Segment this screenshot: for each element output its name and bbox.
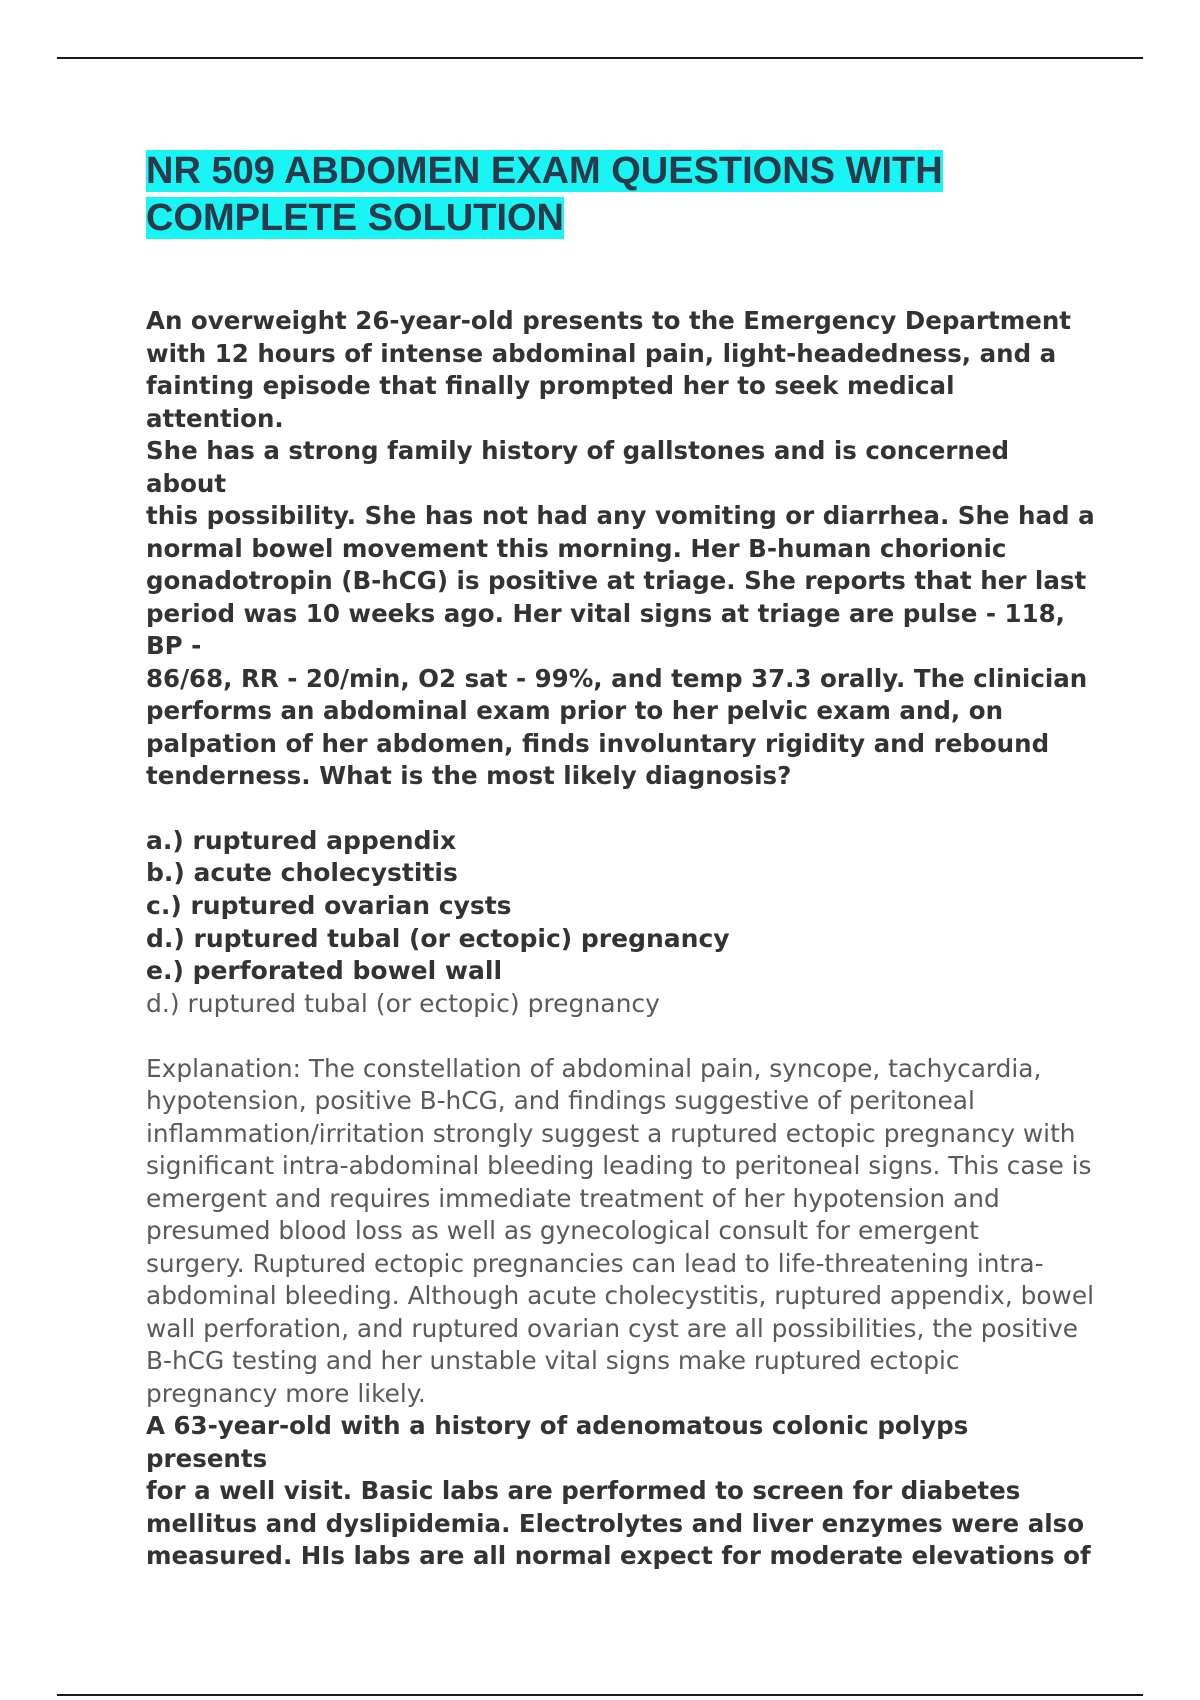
explanation-line: emergent and requires immediate treatment of her hypotension and bbox=[146, 1183, 1000, 1213]
answer-options bbox=[146, 825, 1096, 989]
header-rule bbox=[57, 57, 1143, 59]
question-1-line: 86/68, RR - 20/min, O2 sat - 99%, and temp 37.3 orally. The clinician bbox=[146, 663, 1088, 693]
document-body bbox=[146, 148, 1096, 1573]
question-1-line: with 12 hours of intense abdominal pain, light-headedness, and a bbox=[146, 338, 1057, 368]
explanation-line: hypotension, positive B-hCG, and findings suggestive of peritoneal bbox=[146, 1086, 975, 1116]
question-1-line: An overweight 26-year-old presents to the Emergency Department bbox=[146, 306, 1072, 335]
correct-answer: d.) ruptured tubal (or ectopic) pregnancy bbox=[146, 989, 660, 1019]
explanation-line: inflammation/irritation strongly suggest a ruptured ectopic pregnancy with bbox=[146, 1118, 1076, 1148]
footer-rule bbox=[57, 1694, 1143, 1696]
question-1-line: gonadotropin (B-hCG) is positive at triage. She reports that her last bbox=[146, 566, 1087, 595]
question-1-line: normal bowel movement this morning. Her B-human chorionic bbox=[146, 533, 1007, 563]
option-e: e.) perforated bowel wall bbox=[146, 956, 503, 986]
explanation-line: abdominal bleeding. Although acute cholecystitis, ruptured appendix, bowel bbox=[146, 1281, 1094, 1311]
explanation-line: Explanation: The constellation of abdominal pain, syncope, tachycardia, bbox=[146, 1053, 1042, 1083]
explanation-line: significant intra-abdominal bleeding leading to peritoneal signs. This case is bbox=[146, 1151, 1092, 1181]
question-1-line: performs an abdominal exam prior to her pelvic exam and, on bbox=[146, 696, 1004, 725]
title-line-1: NR 509 ABDOMEN EXAM QUESTIONS WITH bbox=[146, 150, 943, 192]
question-2-text bbox=[146, 1410, 1096, 1573]
question-2-line: for a well visit. Basic labs are performed to screen for diabetes bbox=[146, 1476, 1021, 1506]
question-2-line: measured. HIs labs are all normal expect for moderate elevations of bbox=[146, 1541, 1091, 1571]
question-1-line: this possibility. She has not had any vomiting or diarrhea. She had a bbox=[146, 501, 1095, 530]
question-1-line: period was 10 weeks ago. Her vital signs at triage are pulse - 118, BP - bbox=[146, 598, 1065, 660]
explanation-text bbox=[146, 1053, 1096, 1411]
option-c: c.) ruptured ovarian cysts bbox=[146, 890, 512, 920]
question-1-line: tenderness. What is the most likely diagnosis? bbox=[146, 761, 792, 790]
explanation-line: wall perforation, and ruptured ovarian cyst are all possibilities, the positive bbox=[146, 1313, 1079, 1343]
title-line-2: COMPLETE SOLUTION bbox=[146, 197, 564, 239]
explanation-line: presumed blood loss as well as gynecological consult for emergent bbox=[146, 1216, 979, 1246]
explanation-line: surgery. Ruptured ectopic pregnancies can lead to life-threatening intra- bbox=[146, 1248, 1044, 1278]
question-1-line: palpation of her abdomen, finds involuntary rigidity and rebound bbox=[146, 728, 1050, 758]
question-1-text bbox=[146, 305, 1096, 793]
question-2-line: mellitus and dyslipidemia. Electrolytes and liver enzymes were also bbox=[146, 1508, 1085, 1538]
question-2-line: A 63-year-old with a history of adenomatous colonic polyps presents bbox=[146, 1411, 969, 1473]
document-title bbox=[146, 148, 1096, 242]
option-b: b.) acute cholecystitis bbox=[146, 858, 458, 888]
explanation-line: B-hCG testing and her unstable vital signs make ruptured ectopic bbox=[146, 1346, 960, 1376]
question-1-line: fainting episode that finally prompted her to seek medical attention. bbox=[146, 371, 955, 433]
question-1-line: She has a strong family history of gallstones and is concerned about bbox=[146, 436, 1010, 498]
explanation-line: pregnancy more likely. bbox=[146, 1378, 426, 1408]
option-d: d.) ruptured tubal (or ectopic) pregnancy bbox=[146, 923, 730, 953]
option-a: a.) ruptured appendix bbox=[146, 825, 457, 855]
